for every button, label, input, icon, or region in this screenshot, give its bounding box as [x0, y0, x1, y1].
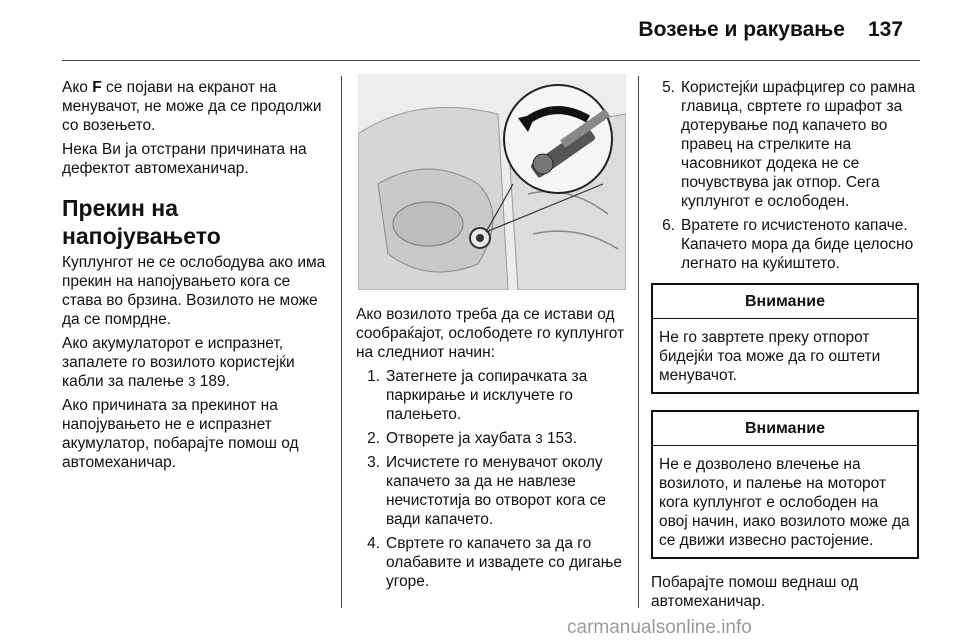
warning-text: Не е дозволено влечење на возилото, и палење на моторот кога куплунгот е ослободен на овој начин, иако возилото може да се движи извесно растојение. — [659, 456, 910, 549]
page-reference-icon: 3 — [535, 431, 543, 446]
left-paragraph-4: Ако акумулаторот е испразнет, запалете го возилото користејќи кабли за палење 3 189. — [62, 335, 295, 390]
left-paragraph-3: Куплунгот не се ослободува ако има прекин на напојувањето кога се става во брзина. Возилото не може да се помрдне. — [62, 254, 326, 328]
list-item: 1. Затегнете ја сопирачката за паркирање и исклучете го палењето. — [367, 368, 588, 423]
middle-intro: Ако возилото треба да се истави од сообраќајот, ослободете го куплунгот на следниот начин: — [356, 306, 625, 361]
warning-title: Внимание — [653, 285, 917, 319]
page-reference: 189. — [199, 373, 230, 390]
column-divider-left — [341, 76, 342, 608]
list-item: 2. Отворете ја хаубата 3 153. — [367, 430, 578, 447]
warning-box-1 — [651, 283, 919, 394]
left-column — [62, 78, 330, 477]
list-item: 5. Користејќи шрафцигер со рамна главица, свртете го шрафот за дотерување под капачето во правец на стрелките на часовникот додека не се почувствува јак отпор. Сега куплунгот е ослободен. — [662, 79, 916, 210]
steps-list-2 — [651, 78, 919, 273]
page-reference: 153. — [546, 430, 578, 447]
page-reference-icon: 3 — [188, 374, 196, 389]
engine-illustration — [358, 74, 626, 290]
warning-title: Внимание — [653, 412, 917, 446]
error-letter: F — [92, 79, 102, 96]
list-item: 3. Исчистете го менувачот околу капачето за да не навлезе нечистотија во отворот кога се вади капачето. — [367, 454, 607, 528]
left-paragraph-5: Ако причината за прекинот на напојувањето не е испразнет акумулатор, побарајте помош од автомеханичар. — [62, 397, 299, 471]
watermark: carmanualsonline.info — [567, 617, 752, 638]
list-item: 6. Вратете го исчистеното капаче. Капачето мора да биде целосно легнато на куќиштето. — [662, 217, 914, 272]
left-paragraph-2: Нека Ви ја отстрани причината на дефектот автомеханичар. — [62, 141, 307, 177]
left-paragraph-1: Ако F се појави на екранот на менувачот, не може да се продолжи со возењето. — [62, 79, 322, 134]
middle-column — [356, 74, 628, 596]
right-column — [651, 78, 919, 616]
column-divider-right — [638, 76, 639, 608]
gearbox-drawing — [358, 74, 626, 290]
closing-paragraph: Побарајте помош веднаш од автомеханичар. — [651, 574, 859, 610]
warning-text: Не го завртете преку отпорот бидејќи тоа може да го оштети менувачот. — [659, 329, 881, 384]
warning-box-2 — [651, 410, 919, 559]
list-item: 4. Свртете го капачето за да го олабавите и извадете со дигање угоре. — [367, 535, 622, 590]
header-divider — [62, 60, 920, 61]
header-title: Возење и ракување — [638, 18, 845, 41]
steps-list-1 — [356, 367, 628, 591]
section-heading: Прекин на напојувањето — [62, 195, 221, 249]
page-number: 137 — [868, 18, 904, 41]
